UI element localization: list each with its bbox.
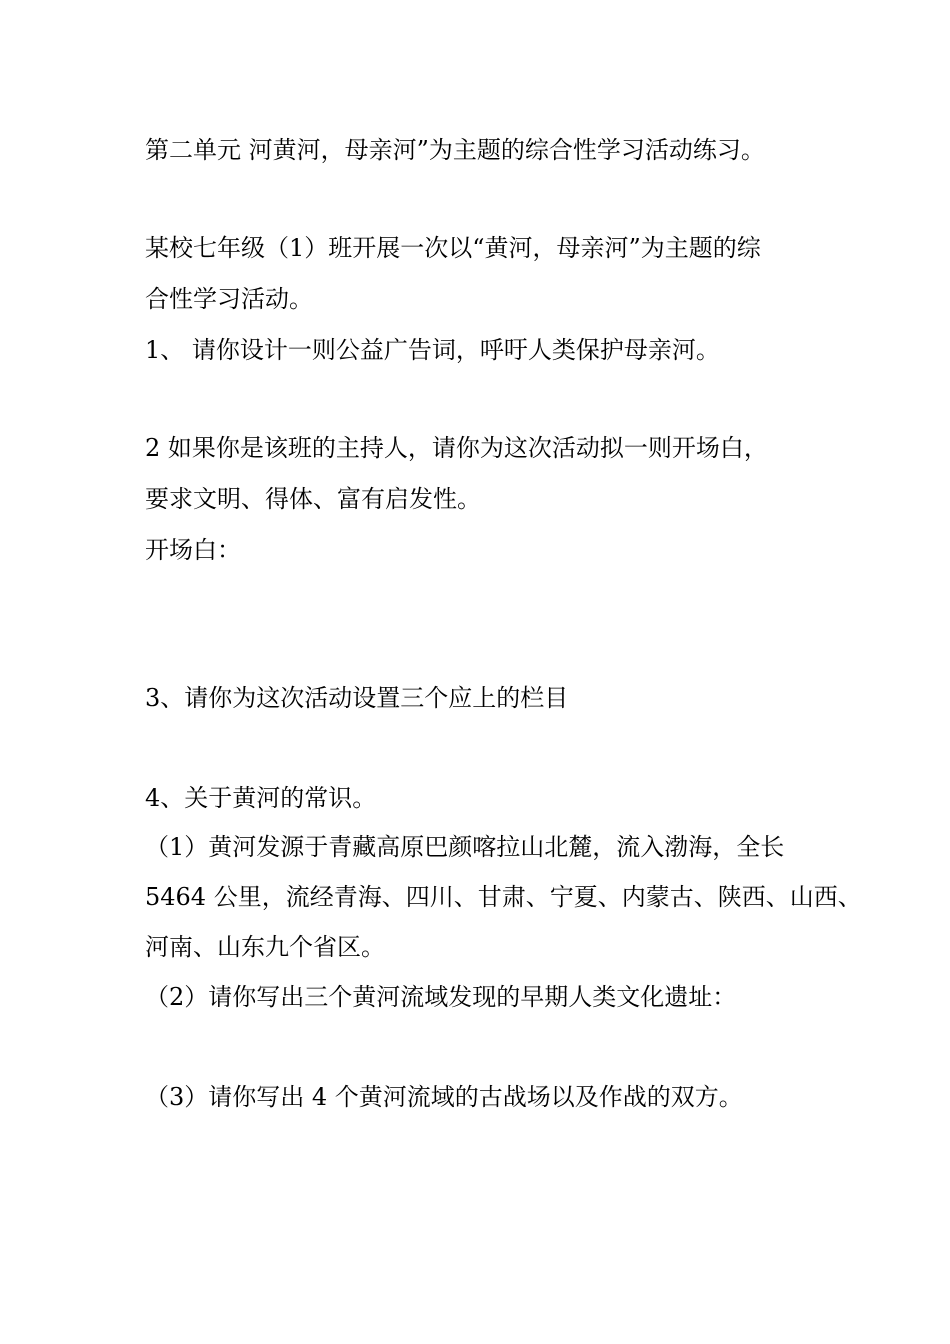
question-4-3: （3）请你写出 4 个黄河流域的古战场以及作战的双方。	[145, 1083, 743, 1111]
question-4: 4、关于黄河的常识。	[145, 784, 377, 812]
question-4-1-line-2: 5464 公里，流经青海、四川、甘肃、宁夏、内蒙古、陕西、山西、	[145, 883, 862, 911]
question-2-line-2: 要求文明、得体、富有启发性。	[145, 485, 481, 513]
question-2-line-1: 2 如果你是该班的主持人，请你为这次活动拟一则开场白，	[145, 434, 768, 462]
question-4-2: （2）请你写出三个黄河流域发现的早期人类文化遗址：	[145, 983, 737, 1011]
question-4-1-line-3: 河南、山东九个省区。	[145, 933, 385, 961]
opening-remarks-label: 开场白：	[145, 536, 241, 564]
intro-line-1: 某校七年级（1）班开展一次以“黄河，母亲河”为主题的综	[145, 234, 761, 262]
question-4-1-line-1: （1）黄河发源于青藏高原巴颜喀拉山北麓，流入渤海，全长	[145, 833, 785, 861]
question-3: 3、请你为这次活动设置三个应上的栏目	[145, 684, 569, 712]
document-title: 第二单元 河黄河，母亲河”为主题的综合性学习活动练习。	[145, 136, 765, 164]
intro-line-2: 合性学习活动。	[145, 285, 313, 313]
question-1: 1、 请你设计一则公益广告词，呼吁人类保护母亲河。	[145, 336, 720, 364]
